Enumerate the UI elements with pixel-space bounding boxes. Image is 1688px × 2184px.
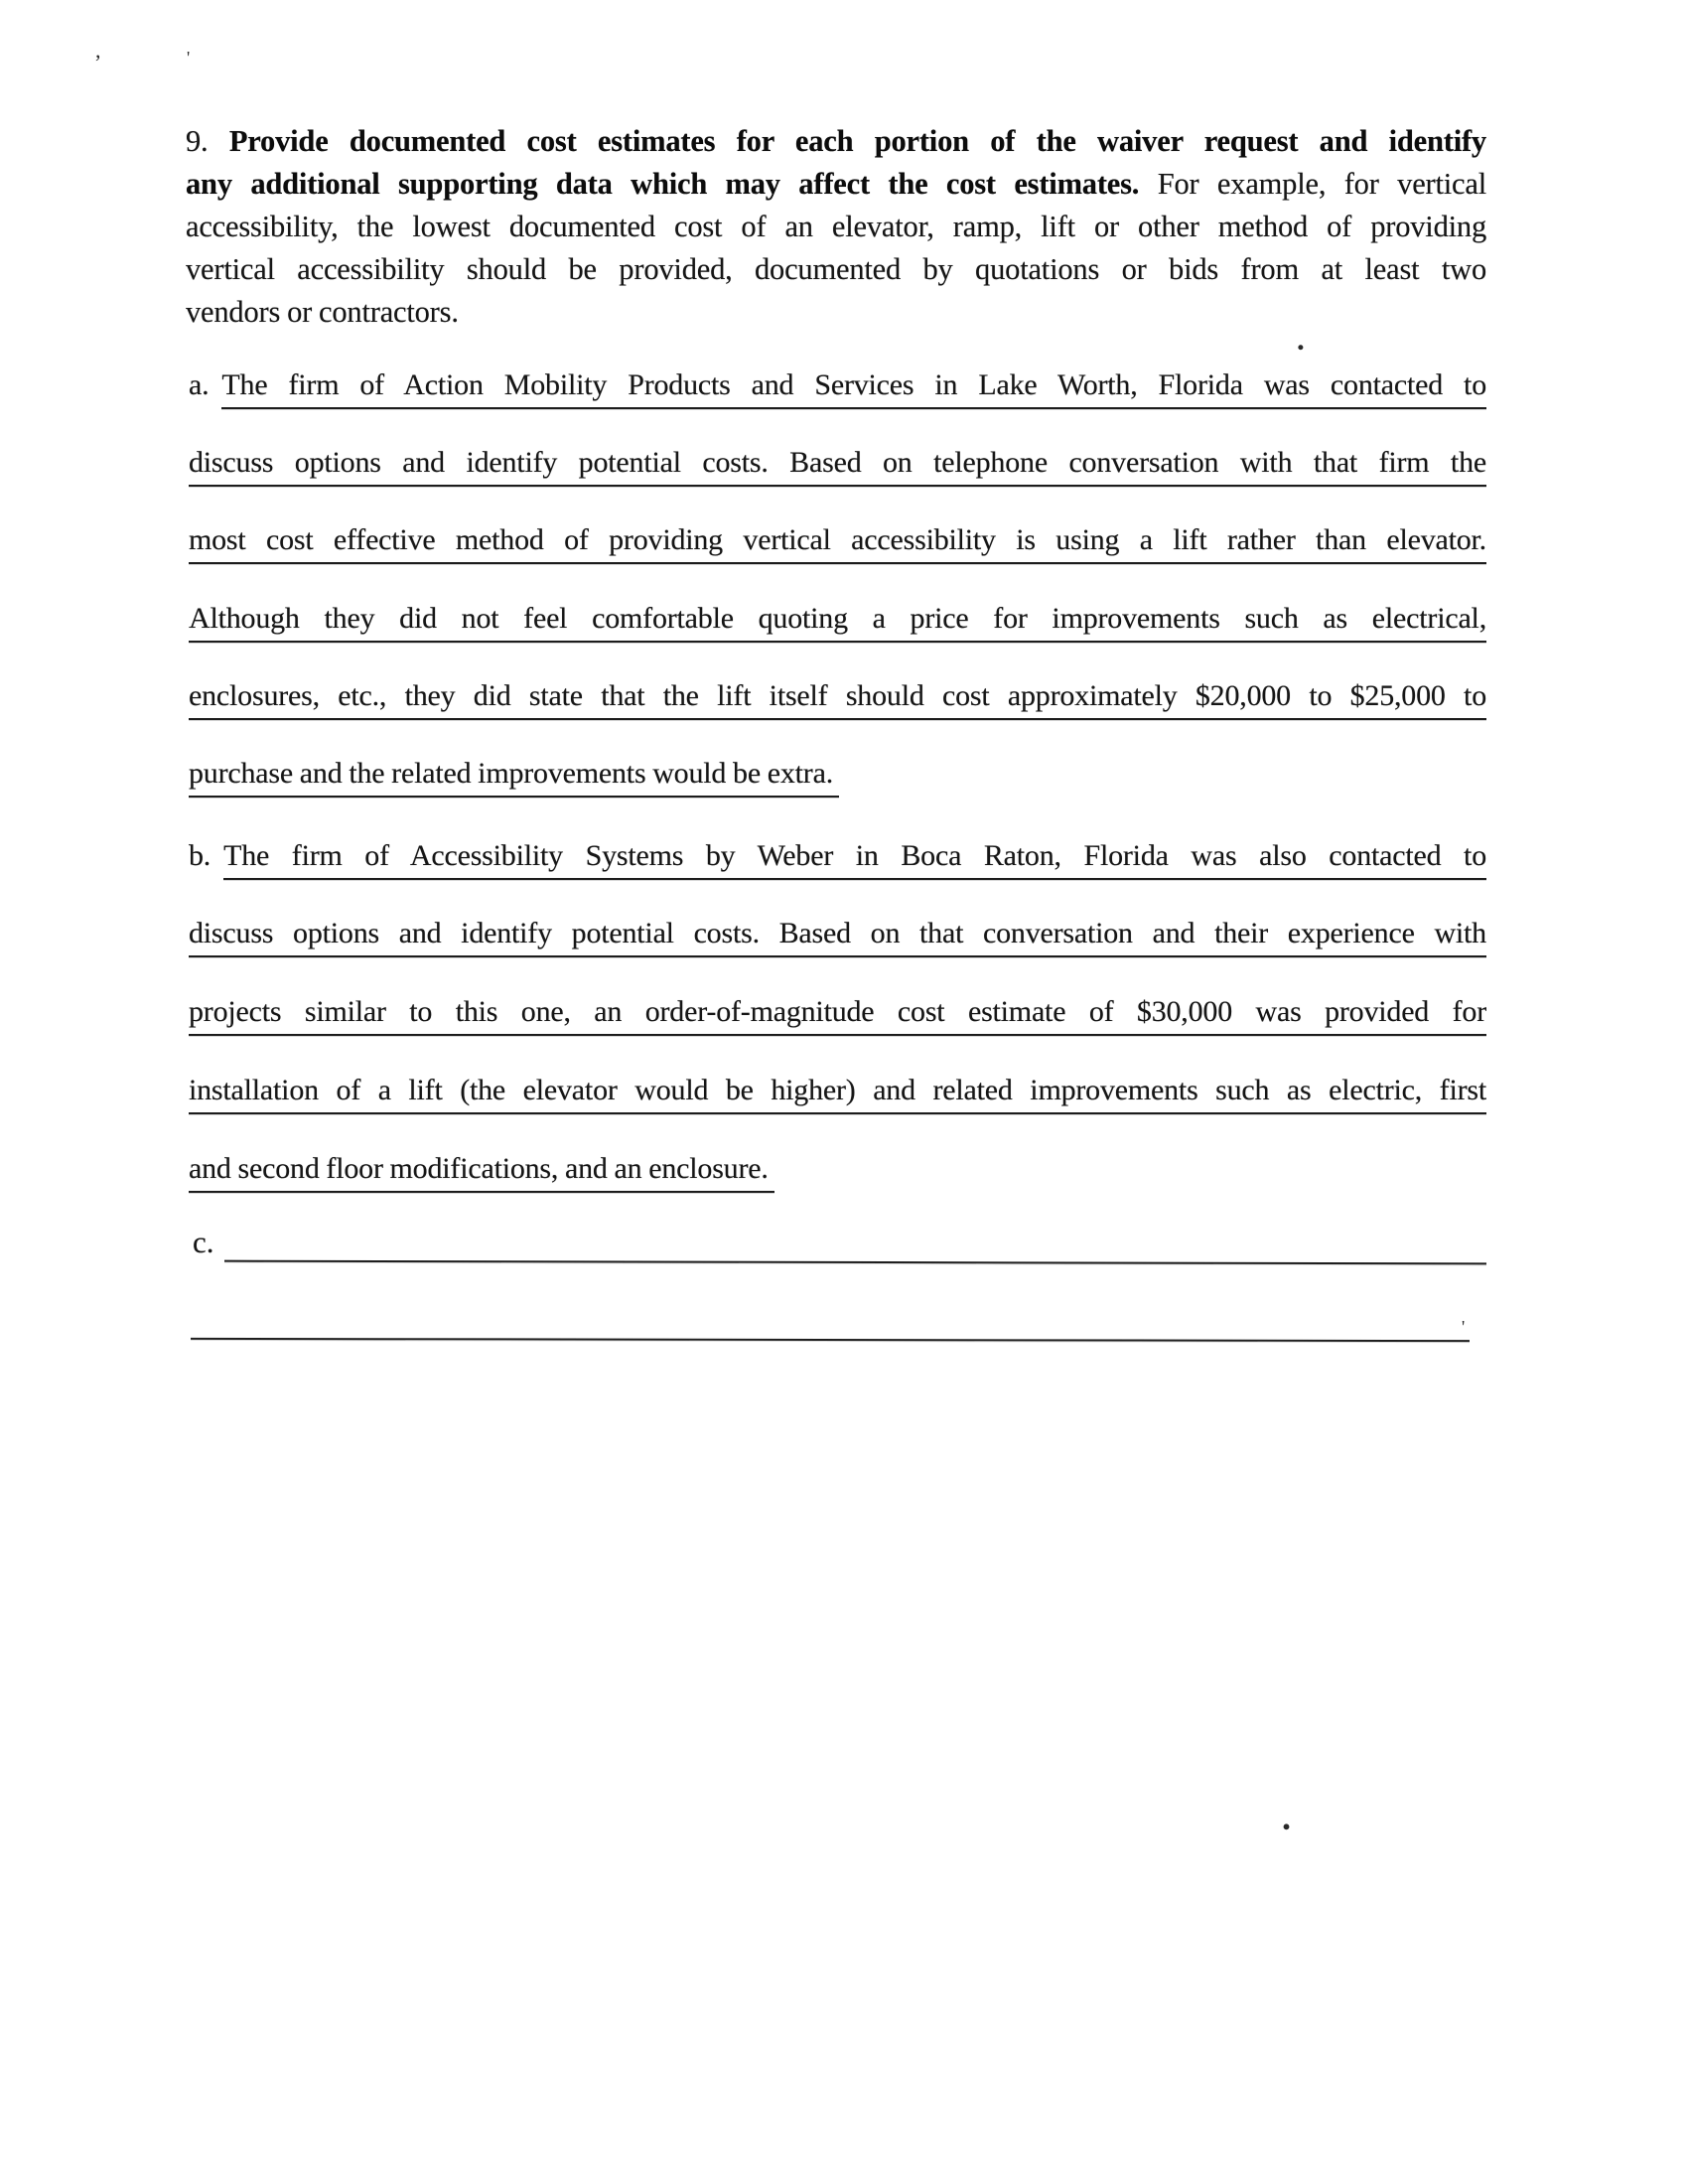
text-line: vendors or contractors. <box>186 295 459 329</box>
underlined-text: discuss options and identify potential costs. Based on telephone conversation with that firm the <box>189 441 1486 487</box>
item-9-number: 9. <box>186 124 209 158</box>
scan-speck: ' <box>187 48 191 68</box>
underlined-text: enclosures, etc., they did state that the lift itself should cost approximately $20,000 to $25,000 to <box>189 674 1486 720</box>
underlined-text: discuss options and identify potential costs. Based on that conversation and their experience with <box>189 912 1486 957</box>
underlined-text: most cost effective method of providing vertical accessibility is using a lift rather than elevator. <box>189 518 1486 564</box>
underlined-text: The firm of Action Mobility Products and Services in Lake Worth, Florida was contacted to <box>221 364 1486 409</box>
item-a-label: a. <box>189 368 210 401</box>
scan-tick: ' <box>1462 1317 1466 1337</box>
text-line: accessibility, the lowest documented cost of an elevator, ramp, lift or other method of providing <box>186 210 1486 243</box>
text-line: vertical accessibility should be provided, documented by quotations or bids from at least two <box>186 252 1486 286</box>
underlined-text: installation of a lift (the elevator would be higher) and related improvements such as electric, first <box>189 1069 1486 1114</box>
text-line <box>189 364 1486 409</box>
item-9-bold-text: any additional supporting data which may affect the cost estimates. <box>186 167 1140 201</box>
underlined-text: purchase and the related improvements would be extra. <box>189 752 839 798</box>
item-b-label: b. <box>189 839 211 872</box>
underlined-text: Although they did not feel comfortable quoting a price for improvements such as electrical, <box>189 597 1486 643</box>
text-line <box>186 163 1486 206</box>
scan-dot: . <box>1297 322 1305 357</box>
underlined-text: projects similar to this one, an order-of-magnitude cost estimate of $30,000 was provided for <box>189 990 1486 1036</box>
item-9-bold-text: Provide documented cost estimates for each portion of the waiver request and identify <box>228 124 1486 158</box>
blank-answer-line <box>224 1260 1486 1265</box>
text-line <box>189 834 1486 880</box>
scan-dot: . <box>1282 1798 1291 1837</box>
item-9-paragraph <box>186 120 1486 334</box>
underlined-text: The firm of Accessibility Systems by Weber in Boca Raton, Florida was also contacted to <box>223 834 1486 880</box>
underlined-text: and second floor modifications, and an enclosure. <box>189 1147 774 1193</box>
text-line <box>186 120 1486 163</box>
scan-speck: , <box>95 38 101 63</box>
item-9-regular-text: For example, for vertical <box>1157 167 1486 201</box>
item-c-label: c. <box>193 1225 214 1259</box>
blank-answer-line <box>191 1338 1470 1342</box>
